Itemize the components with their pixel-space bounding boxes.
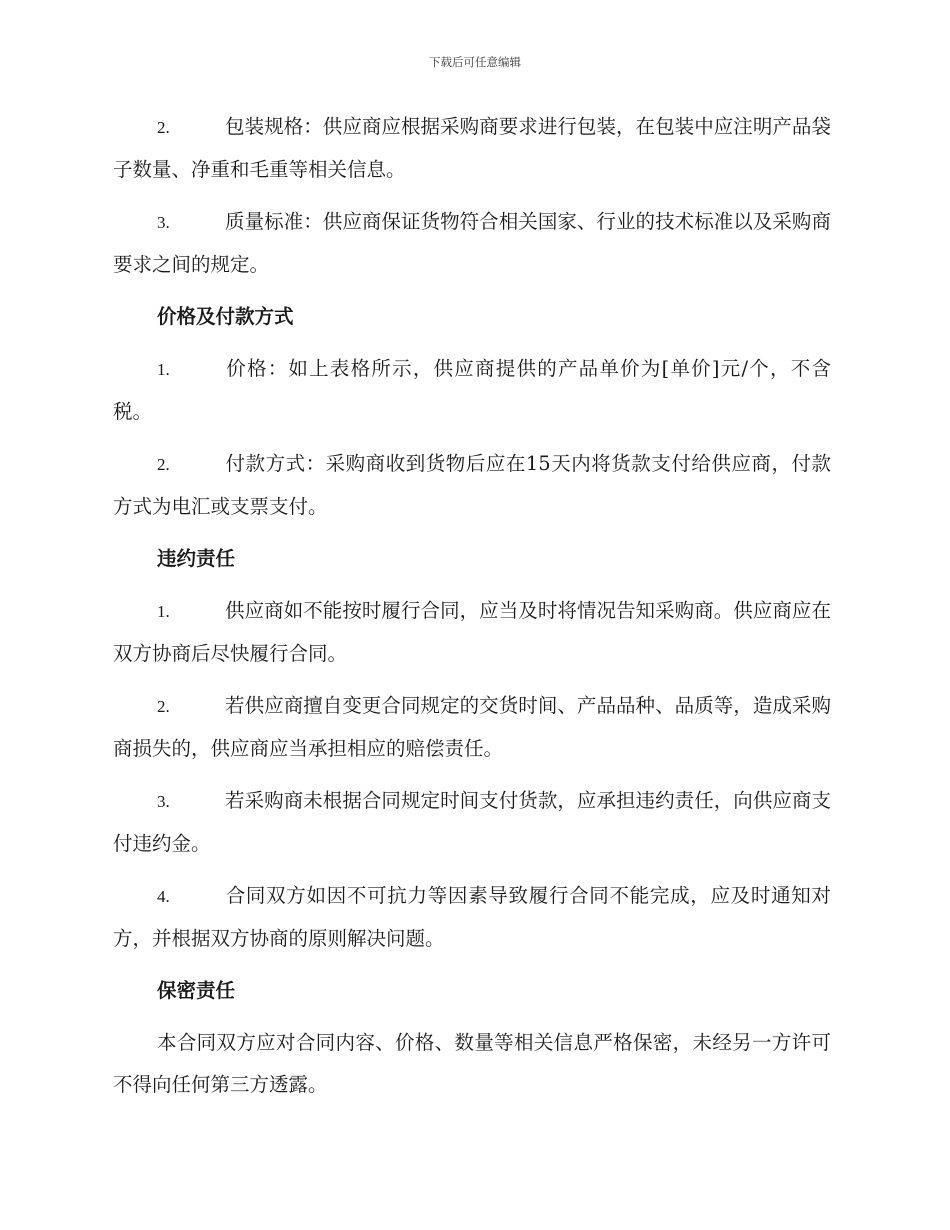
clause-number: 1. <box>157 602 170 621</box>
clause-packaging <box>113 106 831 191</box>
clause-number: 3. <box>157 213 170 232</box>
clause-number: 1. <box>157 360 170 379</box>
clause-number: 4. <box>157 887 170 906</box>
clause-price <box>113 348 831 433</box>
clause-breach-3 <box>113 780 831 865</box>
clause-quality <box>113 201 831 286</box>
document-body <box>113 106 831 1116</box>
clause-payment-method <box>113 443 831 528</box>
clause-number: 2. <box>157 455 170 474</box>
clause-text: 若供应商擅自变更合同规定的交货时间、产品品种、品质等，造成采购商损失的，供应商应当承担相应的赔偿责任。 <box>113 694 831 760</box>
clause-number: 3. <box>157 792 170 811</box>
clause-confidentiality: 本合同双方应对合同内容、价格、数量等相关信息严格保密，未经另一方许可不得向任何第三方透露。 <box>113 1031 831 1096</box>
clause-breach-4 <box>113 875 831 960</box>
section-heading-breach: 违约责任 <box>157 547 236 570</box>
clause-text: 付款方式：采购商收到货物后应在15天内将货款支付给供应商，付款方式为电汇或支票支付。 <box>113 452 831 518</box>
clause-breach-1 <box>113 590 831 675</box>
clause-text: 若采购商未根据合同规定时间支付货款，应承担违约责任，向供应商支付违约金。 <box>113 789 831 855</box>
section-heading-price-payment: 价格及付款方式 <box>157 305 294 328</box>
clause-text: 价格：如上表格所示，供应商提供的产品单价为[单价]元/个，不含税。 <box>113 357 831 423</box>
section-heading-confidentiality: 保密责任 <box>157 979 236 1002</box>
clause-number: 2. <box>157 697 170 716</box>
clause-breach-2 <box>113 685 831 770</box>
clause-text: 质量标准：供应商保证货物符合相关国家、行业的技术标准以及采购商要求之间的规定。 <box>113 210 831 276</box>
clause-text: 包装规格：供应商应根据采购商要求进行包装，在包装中应注明产品袋子数量、净重和毛重等相关信息。 <box>113 115 831 181</box>
page-header: 下载后可任意编辑 <box>429 55 521 69</box>
clause-text: 合同双方如因不可抗力等因素导致履行合同不能完成，应及时通知对方，并根据双方协商的原则解决问题。 <box>113 884 831 950</box>
clause-number: 2. <box>157 118 170 137</box>
clause-text: 供应商如不能按时履行合同，应当及时将情况告知采购商。供应商应在双方协商后尽快履行合同。 <box>113 599 831 665</box>
